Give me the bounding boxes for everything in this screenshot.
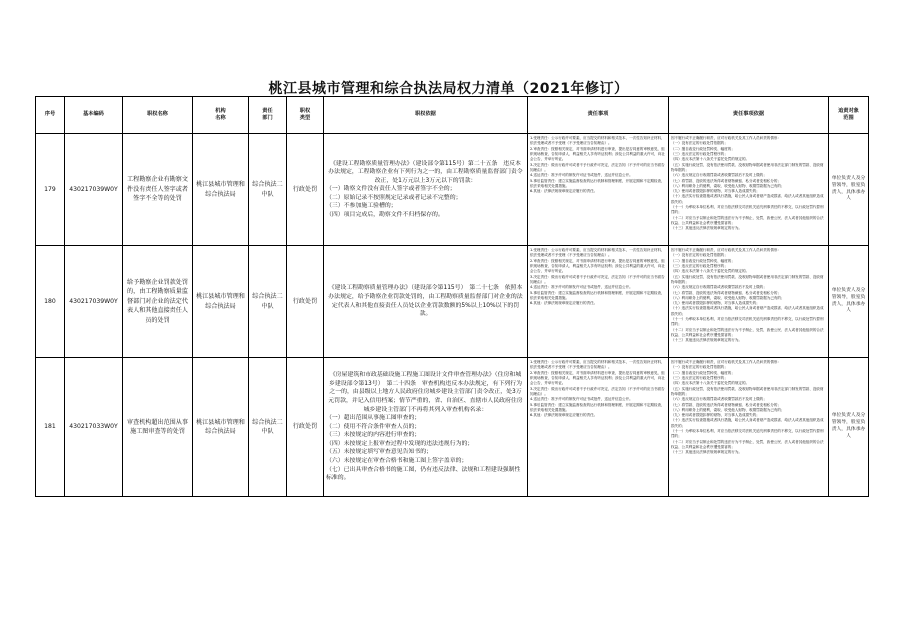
- cell-duty-basis-line: （七）将罚款、没收的违法所得或者财物截留、私分或者变相私分的；: [671, 402, 781, 407]
- cell-code: 430217033W0Y: [65, 358, 123, 497]
- header-num: 序号: [36, 97, 65, 134]
- cell-duty-basis-line: （四）违反本法第十八条关于委托处罚的规定的。: [671, 269, 750, 274]
- header-basis: 职权依据: [324, 97, 528, 134]
- cell-duty-basis-line: （十一）为牟取本单位私利，对应当依法移交司法机关追究刑事责任的不移交，以行政处罚代替刑罚的；: [671, 317, 824, 327]
- cell-basis-line: （七）已出具审查合格书的施工图，仍有违反法律、法规和工程建设强制性标准的。: [326, 466, 521, 482]
- table-row: [36, 358, 869, 497]
- cell-type: 行政处罚: [287, 134, 324, 246]
- cell-type: 行政处罚: [287, 358, 324, 497]
- cell-duty-line: 2.审查责任：按照相关规定，对书面申请材料进行审查，提出是否同意的审核意见，组织现场核查，告知申请人、利益相关人享有听证权利；涉及公共利益的重大许可，向社会公告，并举行听证。: [530, 258, 665, 274]
- cell-duty-basis-line: （八）利用职务上的便利，索取、收受他人财物、收缴罚款据为己有的；: [671, 295, 785, 300]
- cell-duty-line: 4.送达责任：准予许可的制发许可证书或批件，送达并信息公开。: [530, 397, 633, 402]
- cell-duty-basis: [669, 358, 829, 497]
- cell-duty-basis-line: （十一）为牟取本单位私利，对应当依法移交司法机关追究刑事责任的不移交，以行政处罚代替刑罚的；: [671, 205, 824, 215]
- cell-duty-basis-line: （三）违反法定的行政处罚程序的；: [671, 375, 728, 380]
- cell-dept: 综合执法二中队: [249, 134, 287, 246]
- cell-name: 给予勘察企业罚款处罚的，由工程勘察质量监督部门对企业的法定代表人和其他直接责任人员的处罚: [123, 246, 193, 358]
- cell-duty-basis-line: （一）没有法定的行政处罚依据的；: [671, 365, 728, 370]
- header-type: 职权 类型: [287, 97, 324, 134]
- cell-dept: 综合执法二中队: [249, 246, 287, 358]
- cell-duty-line: 1.受理责任：公示行政许可要素，应当提交的材料和格式范本，一次性告知补正材料，依法受理或者不予受理（不予受理应当告知理由）。: [530, 136, 665, 146]
- cell-basis: [324, 134, 528, 246]
- cell-duty-line: 2.审查责任：按照相关规定，对书面申请材料进行审查，提出是否同意的审核意见，组织现场核查，告知申请人、利益相关人享有听证权利；涉及公共利益的重大许可，向社会公告，并举行听证。: [530, 370, 665, 386]
- cell-basis-line: 《建设工程勘察质量管理办法》（建设部令第115号）第二十五条 违反本办法规定，工程勘察企业有下列行为之一的，由工程勘察质量监督部门责令改正，处1万元以上3万元以下的罚款：: [328, 160, 523, 184]
- cell-duty-line: 6.其他：法律法规规章规定应履行的责任。: [530, 413, 598, 418]
- cell-duty-basis-line: （八）利用职务上的便利，索取、收受他人财物、收缴罚款据为己有的；: [671, 407, 785, 412]
- cell-basis: [324, 246, 528, 358]
- cell-basis-line: （四）未按规定上报审查过程中发现的违法违规行为的；: [326, 440, 474, 447]
- cell-basis-line: （三）不参加施工验槽的；: [326, 203, 397, 210]
- cell-basis: [324, 358, 528, 497]
- cell-duty-basis-line: （七）将罚款、没收的违法所得或者财物截留、私分或者变相私分的；: [671, 178, 781, 183]
- cell-duty: [528, 246, 669, 358]
- cell-duty-basis-line: （五）实施行政处罚，没有依法使用罚款、没收财物单据或者使用非法定部门制发的罚款、没收财物单据的；: [671, 386, 824, 396]
- cell-duty-basis-line: （三）违反法定的行政处罚程序的；: [671, 263, 728, 268]
- cell-duty-line: 3.决定责任：做出行政许可或者不予行政许可决定，法定告知（不予许可的应当书面告知理由）。: [530, 274, 665, 284]
- cell-basis-line: （一）勘察文件没有责任人签字或者签字不全的；: [326, 186, 456, 193]
- cell-duty-line: 5.事后监管责任：建立实施监督检查的运行机制和管理制度，开展定期和不定期检查，依法采取相关处置措施。: [530, 402, 665, 412]
- cell-duty-basis-line: 因不履行或不正确履行职责，应对行政机关及其工作人员问责的情形：: [671, 248, 781, 252]
- cell-duty-basis-line: （十二）对应当予以制止和处罚的违法行为不予制止、处罚，致使公民、法人或者其他组织的合法权益、公共利益和社会秩序遭受损害的；: [671, 327, 824, 337]
- cell-duty-line: 5.事后监管责任：建立实施监督检查的运行机制和管理制度，开展定期和不定期检查，依法采取相关处置措施。: [530, 178, 665, 188]
- cell-duty-basis: [669, 134, 829, 246]
- cell-duty-basis-line: （十三）其他违反法律法规规章规定的行为。: [671, 226, 742, 231]
- table-header-row: [36, 97, 869, 134]
- cell-scope: 单位负责人及分管领导，股室负责人，具体承办人: [829, 246, 869, 358]
- header-dept: 责任 部门: [249, 97, 287, 134]
- cell-num: 179: [36, 134, 65, 246]
- cell-duty-basis-line: （一）没有法定的行政处罚依据的；: [671, 253, 728, 258]
- cell-num: 181: [36, 358, 65, 497]
- cell-duty-basis-line: （四）违反本法第十八条关于委托处罚的规定的。: [671, 381, 750, 386]
- header-org: 机构 名称: [193, 97, 249, 134]
- cell-basis-line: （二）使用不符合条件审查人员的；: [326, 423, 421, 430]
- cell-code: 430217039W0Y: [65, 246, 123, 358]
- table-row: [36, 246, 869, 358]
- cell-basis-line: （一）超出范围从事施工图审查的；: [326, 415, 421, 422]
- cell-duty-basis-line: （二）擅自改变行政处罚种类、幅度的；: [671, 370, 735, 375]
- cell-duty-line: 3.决定责任：做出行政许可或者不予行政许可决定，法定告知（不予许可的应当书面告知理由）。: [530, 162, 665, 172]
- cell-duty-basis-line: （七）将罚款、没收的违法所得或者财物截留、私分或者变相私分的；: [671, 290, 781, 295]
- table-row: [36, 134, 869, 246]
- cell-num: 180: [36, 246, 65, 358]
- cell-duty-line: 4.送达责任：准予许可的制发许可证书或批件，送达并信息公开。: [530, 173, 633, 178]
- cell-duty-basis-line: （十）违法实行检查措施或者执行措施，给公民人身或者财产造成损害、给法人或者其他组织造成损失的；: [671, 306, 824, 316]
- cell-duty-basis: [669, 246, 829, 358]
- cell-duty-line: 1.受理责任：公示行政许可要素，应当提交的材料和格式范本，一次性告知补正材料，依法受理或者不予受理（不予受理应当告知理由）。: [530, 360, 665, 370]
- cell-duty-basis-line: （九）使用或者损毁扣押的财物，对当事人造成损失的；: [671, 413, 760, 418]
- cell-duty-basis-line: （四）违反本法第十八条关于委托处罚的规定的。: [671, 157, 750, 162]
- cell-duty-line: 6.其他：法律法规规章规定应履行的责任。: [530, 301, 598, 306]
- cell-basis-line: （三）未按规定的内容进行审查的；: [326, 432, 421, 439]
- cell-duty-basis-line: （二）擅自改变行政处罚种类、幅度的；: [671, 258, 735, 263]
- cell-duty-basis-line: 因不履行或不正确履行职责，应对行政机关及其工作人员问责的情形：: [671, 136, 781, 140]
- cell-basis-line: （五）未按规定填写审查意见告知书的；: [326, 449, 433, 456]
- cell-duty-basis-line: （八）利用职务上的便利，索取、收受他人财物、收缴罚款据为己有的；: [671, 183, 785, 188]
- header-code: 基本编码: [65, 97, 123, 134]
- cell-duty-basis-line: （十）违法实行检查措施或者执行措施，给公民人身或者财产造成损害、给法人或者其他组织造成损失的；: [671, 194, 824, 204]
- cell-basis-line: （六）未按规定在审查合格书和施工图上签字盖章的；: [326, 457, 468, 464]
- cell-duty-line: 4.送达责任：准予许可的制发许可证书或批件，送达并信息公开。: [530, 285, 633, 290]
- cell-code: 430217039W0Y: [65, 134, 123, 246]
- cell-type: 行政处罚: [287, 246, 324, 358]
- cell-duty-line: 6.其他：法律法规规章规定应履行的责任。: [530, 189, 598, 194]
- header-name: 职权名称: [123, 97, 193, 134]
- cell-duty-basis-line: （十）违法实行检查措施或者执行措施，给公民人身或者财产造成损害、给法人或者其他组织造成损失的；: [671, 418, 824, 428]
- cell-duty-basis-line: （九）使用或者损毁扣押的财物，对当事人造成损失的；: [671, 189, 760, 194]
- cell-duty: [528, 358, 669, 497]
- cell-basis-line: （四）项目完成后，勘察文件不归档保存的。: [326, 211, 444, 218]
- cell-scope: 单位负责人及分管领导，股室负责人，具体承办人: [829, 134, 869, 246]
- cell-dept: 综合执法二中队: [249, 358, 287, 497]
- cell-duty-basis-line: （九）使用或者损毁扣押的财物，对当事人造成损失的；: [671, 301, 760, 306]
- cell-duty: [528, 134, 669, 246]
- cell-duty-basis-line: （一）没有法定的行政处罚依据的；: [671, 141, 728, 146]
- cell-duty-basis-line: （六）违反规定自行收缴罚款或者收缴罚款后不及时上缴的；: [671, 397, 767, 402]
- cell-duty-basis-line: （十三）其他违反法律法规规章规定的行为。: [671, 338, 742, 343]
- cell-name: 审查机构超出范围从事施工图审查等的处罚: [123, 358, 193, 497]
- cell-basis-line: 《房屋建筑和市政基础设施工程施工图设计文件审查管理办法》（住房和城乡建设部令第13号） 第二十四条 审查机构违反本办法规定，有下列行为之一的，由县级以上地方人民政府住房城乡建设主管部门责令改正，处3万元罚款，并记入信用档案；情节严重的，省、自治区、直辖市人民政府住房城乡建设主管部门不再将其列入审查机构名录：: [328, 372, 523, 413]
- cell-org: 桃江县城市管理和综合执法局: [193, 358, 249, 497]
- cell-org: 桃江县城市管理和综合执法局: [193, 134, 249, 246]
- header-duty: 责任事项: [528, 97, 669, 134]
- cell-duty-line: 3.决定责任：做出行政许可或者不予行政许可决定，法定告知（不予许可的应当书面告知理由）。: [530, 386, 665, 396]
- cell-duty-basis-line: （五）实施行政处罚，没有依法使用罚款、没收财物单据或者使用非法定部门制发的罚款、没收财物单据的；: [671, 274, 824, 284]
- header-scope: 追责对象 范围: [829, 97, 869, 134]
- cell-duty-basis-line: （十一）为牟取本单位私利，对应当依法移交司法机关追究刑事责任的不移交，以行政处罚代替刑罚的；: [671, 429, 824, 439]
- cell-basis-line: （二）原始记录不按照规定记录或者记录不完整的；: [326, 194, 462, 201]
- cell-name: 工程勘察企业有勘察文件没有责任人签字或者签字不全等的处罚: [123, 134, 193, 246]
- cell-duty-line: 1.受理责任：公示行政许可要素，应当提交的材料和格式范本，一次性告知补正材料，依法受理或者不予受理（不予受理应当告知理由）。: [530, 248, 665, 258]
- power-list-table: [35, 96, 869, 497]
- cell-duty-basis-line: 因不履行或不正确履行职责，应对行政机关及其工作人员问责的情形：: [671, 360, 781, 364]
- cell-duty-basis-line: （六）违反规定自行收缴罚款或者收缴罚款后不及时上缴的；: [671, 173, 767, 178]
- page-title: 桃江县城市管理和综合执法局权力清单（2021年修订）: [268, 81, 629, 97]
- cell-duty-basis-line: （三）违反法定的行政处罚程序的；: [671, 151, 728, 156]
- cell-scope: 单位负责人及分管领导，股室负责人，具体承办人: [829, 358, 869, 497]
- cell-duty-basis-line: （六）违反规定自行收缴罚款或者收缴罚款后不及时上缴的；: [671, 285, 767, 290]
- cell-duty-basis-line: （二）擅自改变行政处罚种类、幅度的；: [671, 146, 735, 151]
- cell-duty-basis-line: （十三）其他违反法律法规规章规定的行为。: [671, 450, 742, 455]
- cell-duty-basis-line: （五）实施行政处罚，没有依法使用罚款、没收财物单据或者使用非法定部门制发的罚款、没收财物单据的；: [671, 162, 824, 172]
- cell-duty-basis-line: （十二）对应当予以制止和处罚的违法行为不予制止、处罚，致使公民、法人或者其他组织的合法权益、公共利益和社会秩序遭受损害的；: [671, 439, 824, 449]
- cell-basis-line: 《建设工程勘察质量管理办法》（建设部令第115号） 第二十七条 依照本办法规定，给予勘察企业罚款处罚的，由工程勘察质量监督部门对企业的法定代表人和其他直接责任人员处以企业罚款数额的5%以上10%以下的罚款。: [328, 285, 523, 318]
- cell-duty-line: 2.审查责任：按照相关规定，对书面申请材料进行审查，提出是否同意的审核意见，组织现场核查，告知申请人、利益相关人享有听证权利；涉及公共利益的重大许可，向社会公告，并举行听证。: [530, 146, 665, 162]
- cell-duty-basis-line: （十二）对应当予以制止和处罚的违法行为不予制止、处罚，致使公民、法人或者其他组织的合法权益、公共利益和社会秩序遭受损害的；: [671, 215, 824, 225]
- cell-org: 桃江县城市管理和综合执法局: [193, 246, 249, 358]
- header-duty-basis: 责任事项依据: [669, 97, 829, 134]
- cell-duty-line: 5.事后监管责任：建立实施监督检查的运行机制和管理制度，开展定期和不定期检查，依法采取相关处置措施。: [530, 290, 665, 300]
